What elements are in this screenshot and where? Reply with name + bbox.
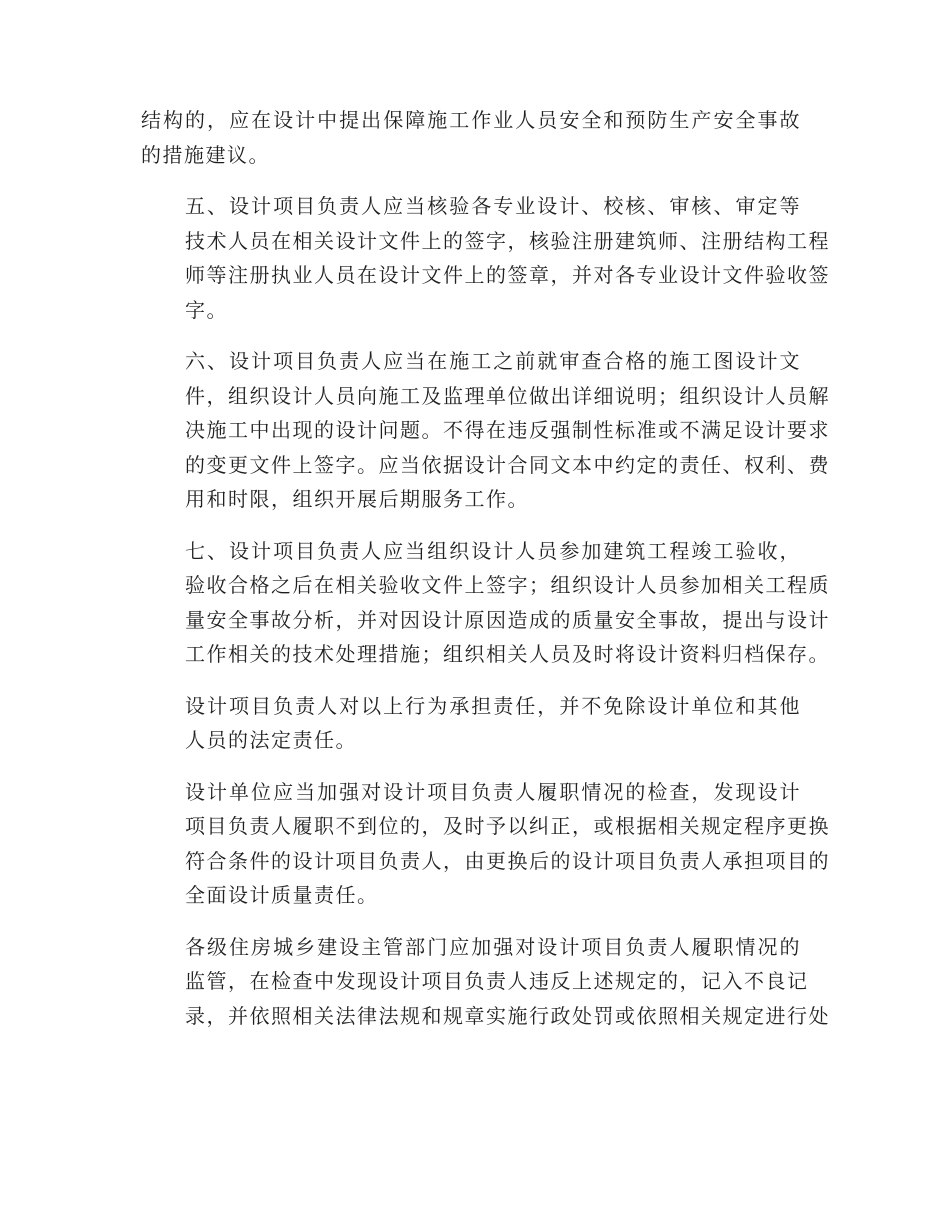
text-line: 的措施建议。	[141, 142, 270, 167]
text-line: 的变更文件上签字。应当依据设计合同文本中约定的责任、权利、费	[185, 452, 830, 477]
text-line: 录，并依照相关法律法规和规章实施行政处罚或依照相关规定进行处	[185, 1003, 830, 1028]
text-line: 决施工中出现的设计问题。不得在违反强制性标准或不满足设计要求	[185, 418, 830, 442]
text-line: 技术人员在相关设计文件上的签字，核验注册建筑师、注册结构工程	[185, 228, 830, 253]
text-line: 量安全事故分析，并对因设计原因造成的质量安全事故，提出与设计	[185, 607, 830, 632]
text-line: 各级住房城乡建设主管部门应加强对设计项目负责人履职情况的	[185, 934, 801, 959]
text-line: 字。	[185, 297, 228, 322]
text-line: 设计单位应当加强对设计项目负责人履职情况的检查，发现设计	[185, 779, 801, 804]
text-line: 七、设计项目负责人应当组织设计人员参加建筑工程竣工验收，	[185, 538, 801, 563]
text-line: 验收合格之后在相关验收文件上签字；组织设计人员参加相关工程质	[185, 573, 830, 597]
text-line: 用和时限，组织开展后期服务工作。	[185, 487, 529, 511]
paragraph-item-7	[141, 534, 830, 672]
text-line: 项目负责人履职不到位的，及时予以纠正，或根据相关规定程序更换	[185, 814, 830, 838]
paragraph-item-6	[141, 344, 830, 517]
text-line: 六、设计项目负责人应当在施工之前就审查合格的施工图设计文	[185, 349, 801, 373]
paragraph-item-5	[141, 189, 830, 327]
text-line: 人员的法定责任。	[185, 728, 357, 752]
paragraph-design-unit	[141, 775, 830, 913]
text-line: 师等注册执业人员在设计文件上的签章，并对各专业设计文件验收签	[185, 263, 830, 287]
text-line: 结构的，应在设计中提出保障施工作业人员安全和预防生产安全事故	[141, 108, 801, 132]
paragraph-responsibility	[141, 689, 801, 758]
document-body	[141, 103, 830, 1050]
paragraph-continuation	[141, 103, 801, 172]
text-line: 工作相关的技术处理措施；组织相关人员及时将设计资料归档保存。	[185, 642, 830, 666]
text-line: 监管，在检查中发现设计项目负责人违反上述规定的，记入不良记	[185, 969, 809, 993]
text-line: 件，组织设计人员向施工及监理单位做出详细说明；组织设计人员解	[185, 383, 830, 408]
text-line: 设计项目负责人对以上行为承担责任，并不免除设计单位和其他	[185, 693, 801, 718]
text-line: 五、设计项目负责人应当核验各专业设计、校核、审核、审定等	[185, 194, 801, 218]
text-line: 符合条件的设计项目负责人，由更换后的设计项目负责人承担项目的	[185, 848, 830, 873]
text-line: 全面设计质量责任。	[185, 883, 379, 907]
paragraph-supervision	[141, 930, 830, 1034]
